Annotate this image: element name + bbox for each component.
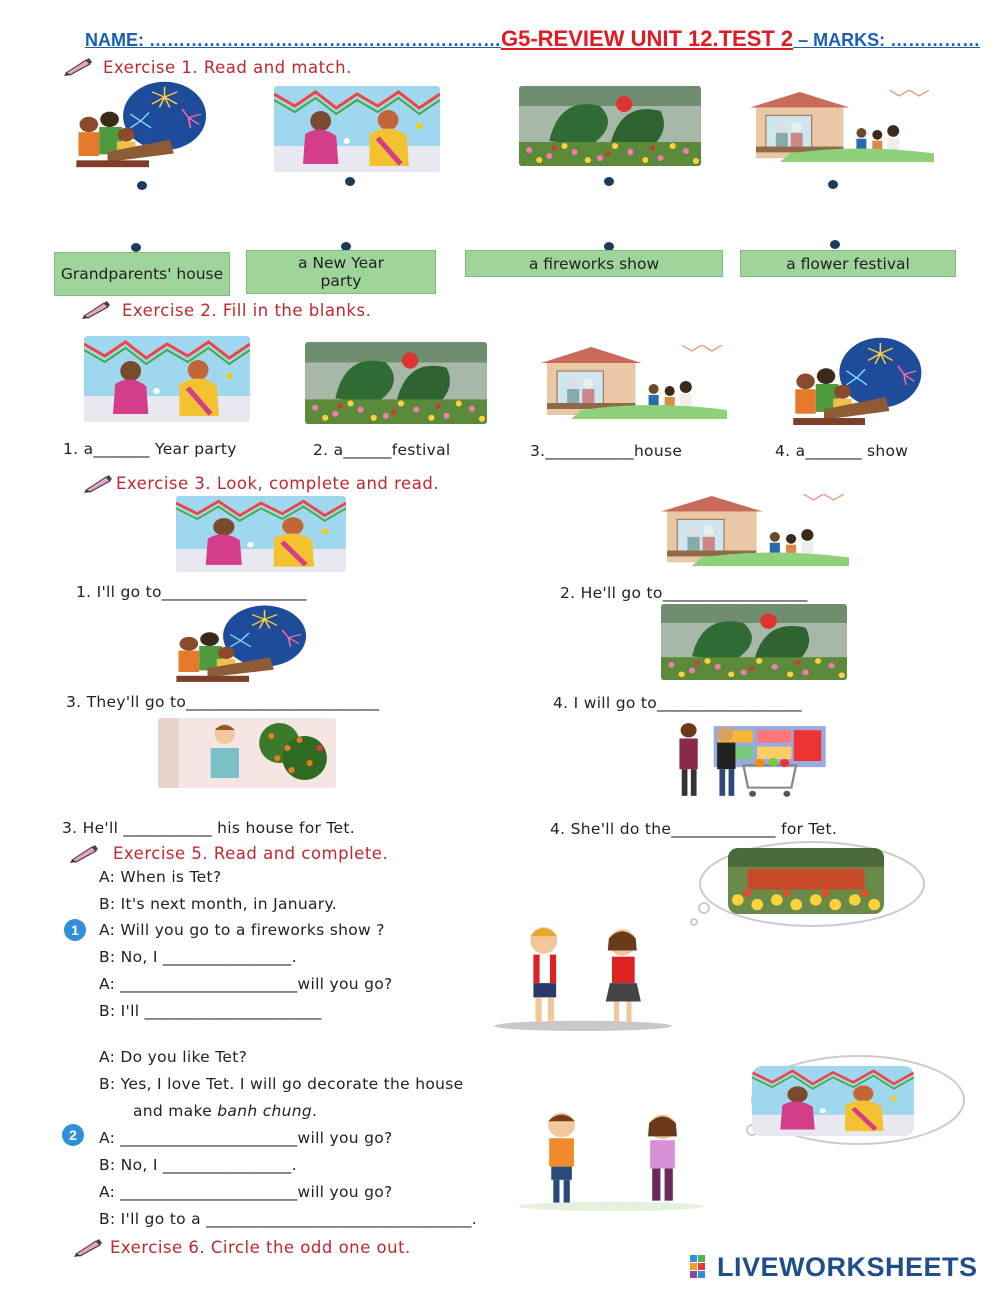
pencil-icon [68,843,100,863]
name-field-label: NAME: ……………………………..…………………… [85,30,501,50]
match-dot-top-2[interactable] [345,177,355,186]
party-picture [84,336,250,422]
party-picture [752,1066,914,1136]
two-children-picture [508,1108,714,1212]
flower-market-picture [728,848,884,914]
complete-sentence-4[interactable]: 4. I will go to__________________ [553,694,802,712]
liveworksheets-logo-icon [690,1255,714,1279]
worksheet-title: G5-REVIEW UNIT 12.TEST 2 [501,26,794,51]
fireworks-picture [66,80,232,174]
dialog-number-1: 1 [64,919,86,941]
exercise-6-heading: Exercise 6. Circle the odd one out. [110,1238,411,1257]
dialog2-intro-line-2: B: Yes, I love Tet. I will go decorate the house [99,1075,464,1093]
fireworks-picture [166,604,332,688]
dialog2-line-3[interactable]: A: ______________________will you go? [99,1183,393,1201]
pencil-icon [72,1237,104,1257]
dialog2-line-4[interactable]: B: I'll go to a _________________________________. [99,1210,477,1228]
exercise-1-heading: Exercise 1. Read and match. [103,58,352,77]
dialog1-line-3[interactable]: A: ______________________will you go? [99,975,393,993]
fill-blank-1[interactable]: 1. a_______ Year party [63,440,237,458]
grandparents-house-picture [661,494,849,572]
match-box-grandparents-house: Grandparents' house [54,252,230,296]
complete-sentence-5[interactable]: 3. He'll ___________ his house for Tet. [62,819,356,837]
two-children-picture [490,920,676,1032]
dialog2-line-2[interactable]: B: No, I ________________. [99,1156,297,1174]
dialog1-line-2[interactable]: B: No, I ________________. [99,948,297,966]
fill-blank-2[interactable]: 2. a______festival [313,441,451,459]
dialog2-line-1[interactable]: A: ______________________will you go? [99,1129,393,1147]
exercise-2-heading: Exercise 2. Fill in the blanks. [122,301,372,320]
dialog-intro-line-1: A: When is Tet? [99,868,222,886]
dialog-number-2: 2 [62,1124,84,1146]
liveworksheets-logo [690,1252,978,1283]
pencil-icon [82,473,114,493]
party-picture [274,86,440,172]
complete-sentence-2[interactable]: 2. He'll go to__________________ [560,584,808,602]
grandparents-house-picture [750,90,934,168]
match-box-new-year-party: a New Year party [246,250,436,294]
pencil-icon [62,56,94,76]
party-picture [176,496,346,572]
flower-festival-picture [305,342,487,424]
match-dot-bottom-1[interactable] [131,243,141,252]
pencil-icon [80,299,112,319]
decorate-house-picture [158,718,336,788]
dialog1-line-4[interactable]: B: I'll ______________________ [99,1002,322,1020]
fill-blank-4[interactable]: 4. a_______ show [775,442,909,460]
shopping-picture [668,720,828,802]
match-dot-top-3[interactable] [604,177,614,186]
worksheet-header [85,26,980,52]
complete-sentence-1[interactable]: 1. I'll go to__________________ [76,583,307,601]
grandparents-house-picture [541,345,727,425]
flower-festival-picture [661,604,847,680]
exercise-5-heading: Exercise 5. Read and complete. [113,844,389,863]
match-dot-top-1[interactable] [137,181,147,190]
dialog2-intro-line-1: A: Do you like Tet? [99,1048,248,1066]
match-box-fireworks-show: a fireworks show [465,250,723,277]
fill-blank-3[interactable]: 3.___________house [530,442,683,460]
complete-sentence-6[interactable]: 4. She'll do the_____________ for Tet. [550,820,838,838]
match-dot-bottom-4[interactable] [830,240,840,249]
dialog2-intro-line-3: and make banh chung. [133,1102,318,1120]
match-box-flower-festival: a flower festival [740,250,956,277]
exercise-3-heading: Exercise 3. Look, complete and read. [116,474,440,493]
marks-field-label: – MARKS: …………… [793,30,981,50]
fireworks-picture [783,336,947,432]
dialog1-line-1: A: Will you go to a fireworks show ? [99,921,385,939]
flower-festival-picture [519,86,701,166]
match-dot-top-4[interactable] [828,180,838,189]
complete-sentence-3[interactable]: 3. They'll go to________________________ [66,693,380,711]
logo-text: LIVEWORKSHEETS [717,1252,978,1282]
dialog-intro-line-2: B: It's next month, in January. [99,895,337,913]
